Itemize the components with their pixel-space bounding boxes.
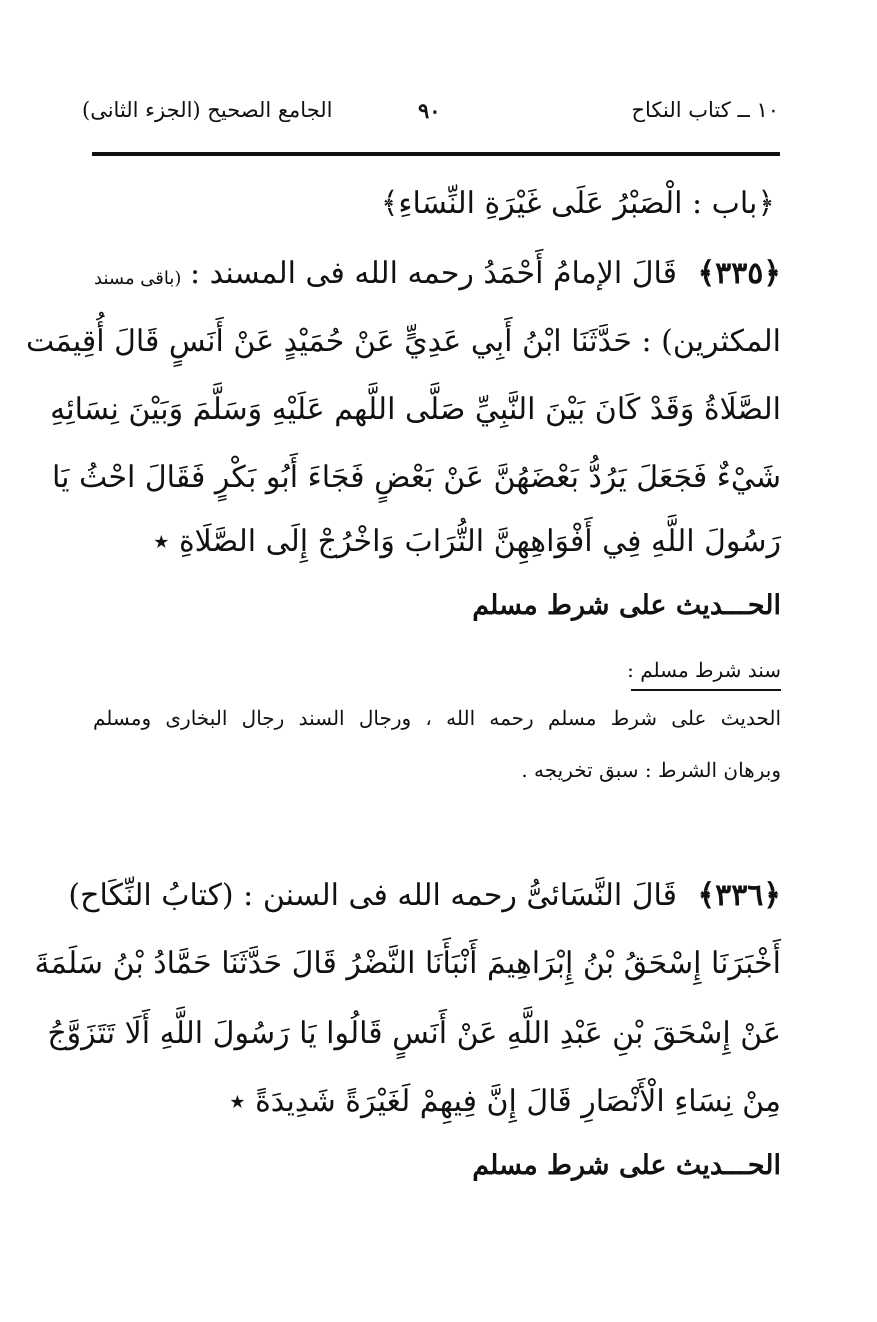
hadith-335-verdict: الحـــديث على شرط مسلم — [472, 590, 781, 621]
hadith-335-line-3: شَيْءٌ فَجَعَلَ يَرُدُّ بَعْضَهُنَّ عَنْ بَعْضٍ فَجَاءَ أَبُو بَكْرٍ فَقَالَ احْثُ يَا — [51, 460, 781, 495]
hadith-336-intro: قَالَ النَّسَائىُّ رحمه الله فى السنن : (كتابُ النِّكَاح) — [68, 878, 677, 913]
hadith-336-line-3: مِنْ نِسَاءِ الْأَنْصَارِ قَالَ إِنَّ فِيهِمْ لَغَيْرَةً شَدِيدَةً ٭ — [229, 1084, 781, 1119]
hadith-335-intro: قَالَ الإمامُ أَحْمَدُ رحمه الله فى المسند : — [189, 256, 677, 291]
hadith-336-line-2: عَنْ إِسْحَقَ بْنِ عَبْدِ اللَّهِ عَنْ أَنَسٍ قَالُوا يَا رَسُولَ اللَّهِ أَلَا تَتَزَوَّجُ — [47, 1016, 781, 1051]
hadith-335-line-4: رَسُولَ اللَّهِ فِي أَفْوَاهِهِنَّ التُّرَابَ وَاخْرُجْ إِلَى الصَّلَاةِ ٭ — [153, 524, 781, 559]
hadith-335-line-1: المكثرين) : حَدَّثَنَا ابْنُ أَبِي عَدِيٍّ عَنْ حُمَيْدٍ عَنْ أَنَسٍ قَالَ أُقِيمَت — [26, 324, 781, 359]
hadith-number-336: ﴿٣٣٦﴾ — [697, 878, 781, 913]
header-chapter: ١٠ ــ كتاب النكاح — [631, 98, 779, 122]
header-book-title: الجامع الصحيح (الجزء الثانى) — [82, 98, 333, 122]
hadith-336-verdict: الحـــديث على شرط مسلم — [472, 1150, 781, 1181]
hadith-number-335: ﴿٣٣٥﴾ — [697, 256, 781, 291]
sanad-note-line-1: الحديث على شرط مسلم رحمه الله ، ورجال السند رجال البخارى ومسلم — [93, 706, 781, 730]
sanad-heading: سند شرط مسلم : — [627, 658, 781, 682]
sanad-note-line-2: وبرهان الشرط : سبق تخريجه . — [521, 758, 781, 782]
header-rule — [92, 152, 780, 156]
sanad-heading-underline — [631, 689, 781, 691]
hadith-336-line-1: أَخْبَرَنَا إِسْحَقُ بْنُ إِبْرَاهِيمَ أَنْبَأَنَا النَّضْرُ قَالَ حَدَّثَنَا حَمَّادُ بْنُ سَلَمَةَ — [34, 946, 781, 981]
chapter-heading: ﴿باب : الْصَبْرُ عَلَى غَيْرَةِ النِّسَاءِ﴾ — [380, 186, 775, 221]
header-page-number: ٩٠ — [418, 98, 441, 123]
hadith-335-source: (باقى مسند — [94, 268, 182, 289]
hadith-335-line-2: الصَّلَاةُ وَقَدْ كَانَ بَيْنَ النَّبِيِّ صَلَّى اللَّهم عَلَيْهِ وَسَلَّمَ وَبَيْنَ نِسَائِهِ — [50, 392, 781, 427]
